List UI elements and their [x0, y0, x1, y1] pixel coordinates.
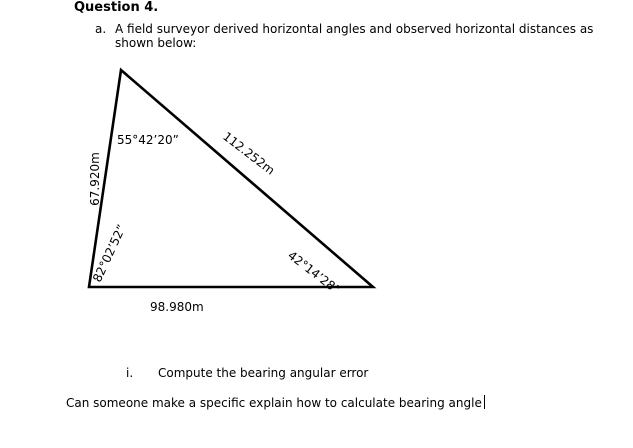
- user-question-input[interactable]: [66, 395, 485, 410]
- side-left-label: 67.920m: [88, 152, 102, 206]
- angle-bottom-left-label: 82°02’52”: [90, 222, 129, 285]
- question-title: Question 4.: [74, 0, 159, 15]
- part-a-text: A field surveyor derived horizontal angles and observed horizontal distances as shown below:: [115, 22, 594, 50]
- angle-top-label: 55°42’20”: [117, 133, 179, 147]
- subquestion-text: Compute the bearing angular error: [158, 366, 369, 380]
- side-bottom-label: 98.980m: [150, 300, 204, 314]
- text-cursor: [484, 395, 485, 409]
- side-hypotenuse-label: 112.252m: [220, 129, 278, 178]
- triangle-outline: [89, 70, 373, 287]
- part-a-label: a.: [95, 22, 107, 36]
- user-question-text: Can someone make a specific explain how to calculate bearing angle: [66, 396, 482, 410]
- subquestion-label: i.: [126, 366, 134, 380]
- angle-bottom-right-label: 42°14’28”: [285, 248, 343, 297]
